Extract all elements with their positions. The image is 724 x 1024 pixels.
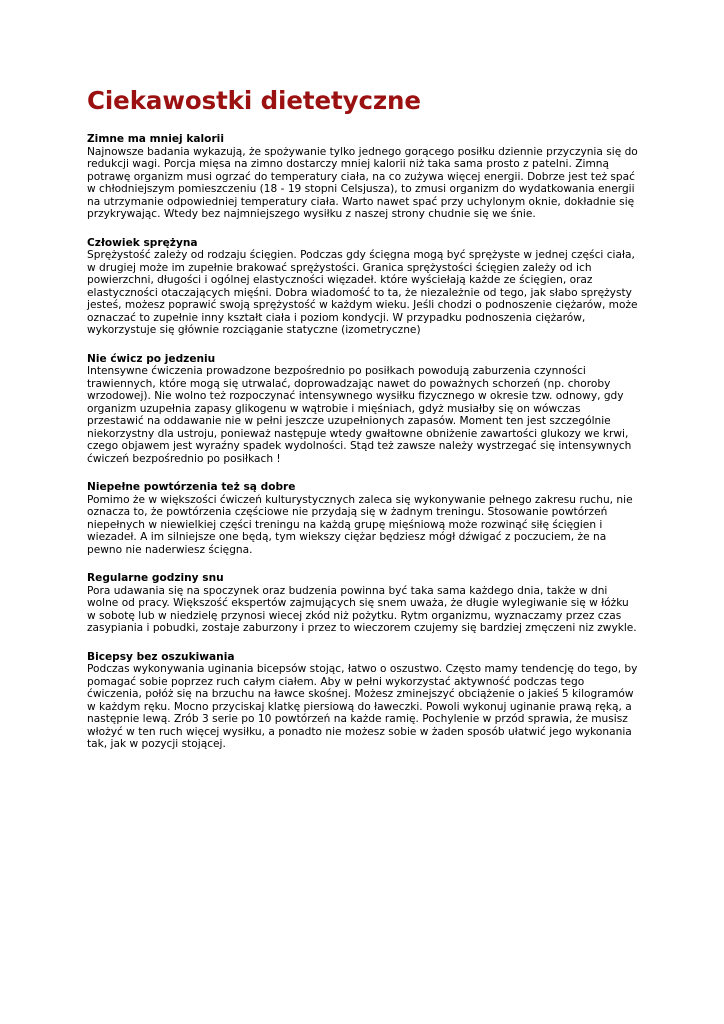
document-title: Ciekawostki dietetyczne: [87, 86, 421, 115]
section-body: Podczas wykonywania uginania bicepsów stojąc, łatwo o oszustwo. Często mamy tendencję do tego, by pomagać sobie poprzez ruch całym ciałem. Aby w pełni wykorzystać aktywność podczas tego ćwiczenia, połóż się na brzuchu na ławce skośnej. Możesz zminejszyć obciążenie o jakieś 5 kilogramów w każdym ręku. Mocno przyciskaj klatkę piersiową do ławeczki. Powoli wykonuj uginanie prawą ręką, a następnie lewą. Zrób 3 serie po 10 powtórzeń na każde ramię. Pochylenie w przód sprawia, że musisz włożyć w ten ruch więcej wysiłku, a ponadto nie możesz sobie w żaden sposób ułatwić jego wykonania tak, jak w pozycji stojącej.: [87, 663, 638, 750]
section-body: Pomimo że w większości ćwiczeń kulturystycznych zaleca się wykonywanie pełnego zakresu ruchu, nie oznacza to, że powtórzenia częściowe nie przydają się w żadnym treningu. Stosowanie powtórzeń niepełnych w niewielkiej części treningu na każdą grupę mięśniową może rozwinąć siłę ścięgien i wiezadeł. A im silniejsze one będą, tym wiekszy ciężar będziesz mógł dźwigać z poczuciem, że na pewno nie naderwiesz ścięgna.: [87, 493, 633, 556]
section-regular-sleep: [87, 572, 639, 635]
section-body: Pora udawania się na spoczynek oraz budzenia powinna być taka sama każdego dnia, także w dni wolne od pracy. Większość ekspertów zajmujących się snem uważa, że długie wylegiwanie się w łóżku w sobotę lub w niedzielę przynosi wiecej zkód niż pożytku. Rytm organizmu, wyznaczamy przez czas zasypiania i pobudki, zostaje zaburzony i przez to wieczorem czujemy się bardziej zmęczeni niz zwykle.: [87, 584, 637, 634]
section-cold-food: [87, 133, 639, 221]
section-heading: Nie ćwicz po jedzeniu: [87, 352, 216, 365]
section-heading: Człowiek sprężyna: [87, 236, 198, 249]
section-body: Najnowsze badania wykazują, że spożywanie tylko jednego gorącego posiłku dziennie przyczynia się do redukcji wagi. Porcja mięsa na zimno dostarczy mniej kalorii niż taka sama prosto z patelni. Zimną potrawę organizm musi ogrzać do temperatury ciała, na co zużywa więcej energii. Dobrze jest też spać w chłodniejszym pomieszczeniu (18 - 19 stopni Celsjusza), to zmusi organizm do wydatkowania energii na utrzymanie odpowiedniej temperatury ciała. Warto nawet spać przy uchylonym oknie, dokładnie się przykrywając. Wtedy bez najmniejszego wysiłku z naszej strony chudnie się we śnie.: [87, 145, 638, 220]
section-no-exercise-after-eating: [87, 353, 639, 466]
section-heading: Niepełne powtórzenia też są dobre: [87, 481, 296, 493]
section-body: Sprężystość zależy od rodzaju ścięgien. Podczas gdy ścięgna mogą być sprężyste w jednej części ciała, w drugiej może im zupełnie brakować sprężystości. Granica sprężystości ścięgien zależy od ich powierzchni, długości i ogólnej elastyczności więzadeł. które wyściełają każde ze ścięgien, oraz elastyczności otaczających mięśni. Dobra wiadomość to ta, że niezależnie od tego, jak słabo sprężysty jesteś, możesz poprawić swoją sprężystość w każdym wieku. Jeśli chodzi o podnoszenie ciężarów, może oznaczać to zupełnie inny kształt ciała i poziom kondycji. W przypadku podnoszenia ciężarów, wykorzystuje się głównie rozciąganie statyczne (izometryczne): [87, 249, 638, 336]
section-partial-reps: [87, 481, 639, 556]
document-page: [87, 86, 639, 751]
section-biceps: [87, 651, 639, 751]
section-heading: Regularne godziny snu: [87, 572, 224, 584]
section-spring-man: [87, 237, 639, 337]
section-heading: Zimne ma mniej kalorii: [87, 133, 224, 145]
section-body: Intensywne ćwiczenia prowadzone bezpośrednio po posiłkach powodują zaburzenia czynności trawiennych, które mogą się utrwalać, doprowadzając nawet do poważnych schorzeń (np. choroby wrzodowej). Nie wolno też rozpoczynać intensywnego wysiłku fizycznego w okresie tzw. odnowy, gdy organizm uzupełnia zapasy glikogenu w wątrobie i mięśniach, gdyż musiałby się on wówczas przestawić na oddawanie nie w pełni jeszcze uzupełnionych zapasów. Moment ten jest szczególnie niekorzystny dla ustroju, ponieważ następuje wtedy gwałtowne obniżenie zawartości glukozy we krwi, czego objawem jest wyraźny spadek wydolności. Stąd też zawsze należy wystrzegać się intensywnych ćwiczeń bezpośrednio po posiłkach !: [87, 365, 632, 465]
section-heading: Bicepsy bez oszukiwania: [87, 650, 235, 663]
